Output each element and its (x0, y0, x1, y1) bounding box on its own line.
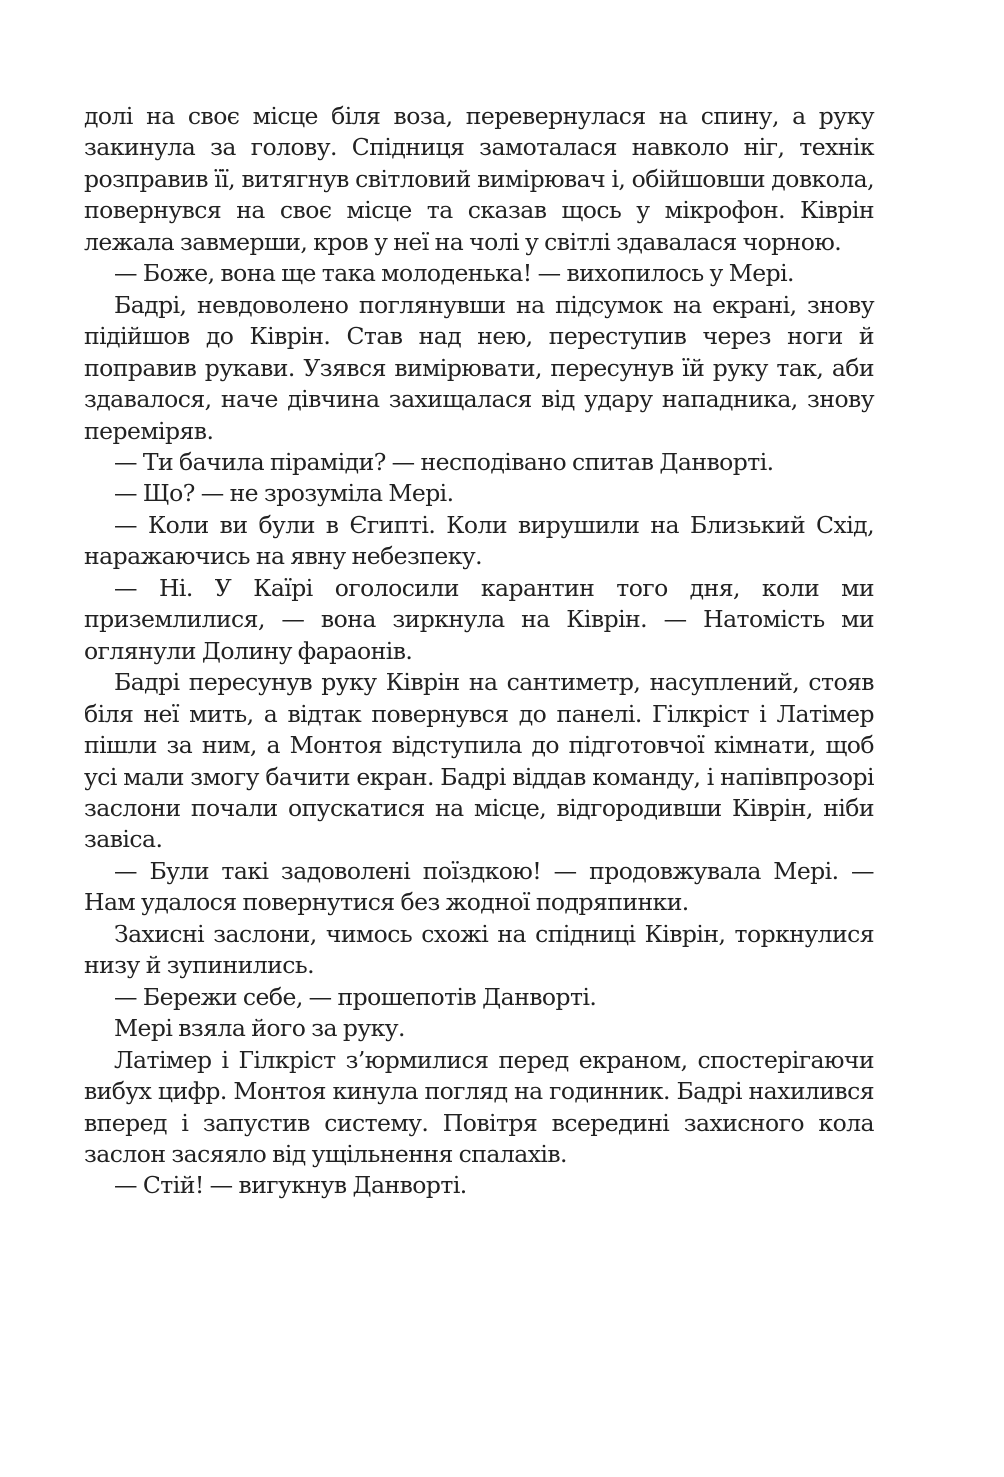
paragraph-8: Бадрі пересунув руку Ківрін на сантиметр, насуплений, стояв біля неї мить, а відтак повернувся до панелі. Гілкріст і Латімер пішли за ним, а Монтоя відступила до підготовчої кімнати, щоб усі мали змогу бачити екран. Бадрі віддав команду, і напівпрозорі заслони почали опускатися на місце, відгородивши Ківрін, ніби завіса. (84, 668, 874, 854)
paragraph-2: — Боже, вона ще така молоденька! — вихопилось у Мері. (114, 259, 794, 288)
paragraph-10: Захисні заслони, чимось схожі на спідниці Ківрін, торкнулися низу й зупинились. (84, 919, 874, 980)
paragraph-1: долі на своє місце біля воза, перевернулася на спину, а руку закинула за голову. Спідниця замоталася навколо ніг, технік розправив її, витягнув світловий вимірювач і, обійшовши довкола, повернувся на своє місце та сказав щось у мікрофон. Ківрін лежала завмерши, кров у неї на чолі у світлі здавалася чорною. (84, 102, 874, 256)
paragraph-12: Мері взяла його за руку. (114, 1014, 405, 1043)
paragraph-13: Латімер і Гілкріст з’юрмилися перед екраном, спостерігаючи вибух цифр. Монтоя кинула погляд на годинник. Бадрі нахилився вперед і запустив систему. Повітря всередині захисного кола заслон засяяло від ущільнення спалахів. (84, 1045, 874, 1168)
body-text (84, 101, 874, 1202)
paragraph-6: — Коли ви були в Єгипті. Коли вирушили на Близький Схід, наражаючись на явну небезпеку. (84, 510, 874, 571)
paragraph-7: — Ні. У Каїрі оголосили карантин того дня, коли ми приземлилися, — вона зиркнула на Ківрін. — Натомість ми оглянули Долину фараонів. (84, 573, 874, 665)
paragraph-4: — Ти бачила піраміди? — несподівано спитав Данворті. (114, 447, 774, 476)
paragraph-3: Бадрі, невдоволено поглянувши на підсумок на екрані, знову підійшов до Ківрін. Став над нею, переступив через ноги й поправив рукави. Узявся вимірювати, пересунув їй руку так, аби здавалося, наче дівчина захищалася від удару нападника, знову переміряв. (84, 290, 874, 445)
paragraph-5: — Що? — не зрозуміла Мері. (114, 479, 454, 508)
paragraph-9: — Були такі задоволені поїздкою! — продовжувала Мері. — Нам удалося повернутися без жодної подряпинки. (84, 856, 874, 917)
paragraph-11: — Бережи себе, — прошепотів Данворті. (114, 982, 597, 1011)
paragraph-14: — Стій! — вигукнув Данворті. (114, 1171, 467, 1200)
